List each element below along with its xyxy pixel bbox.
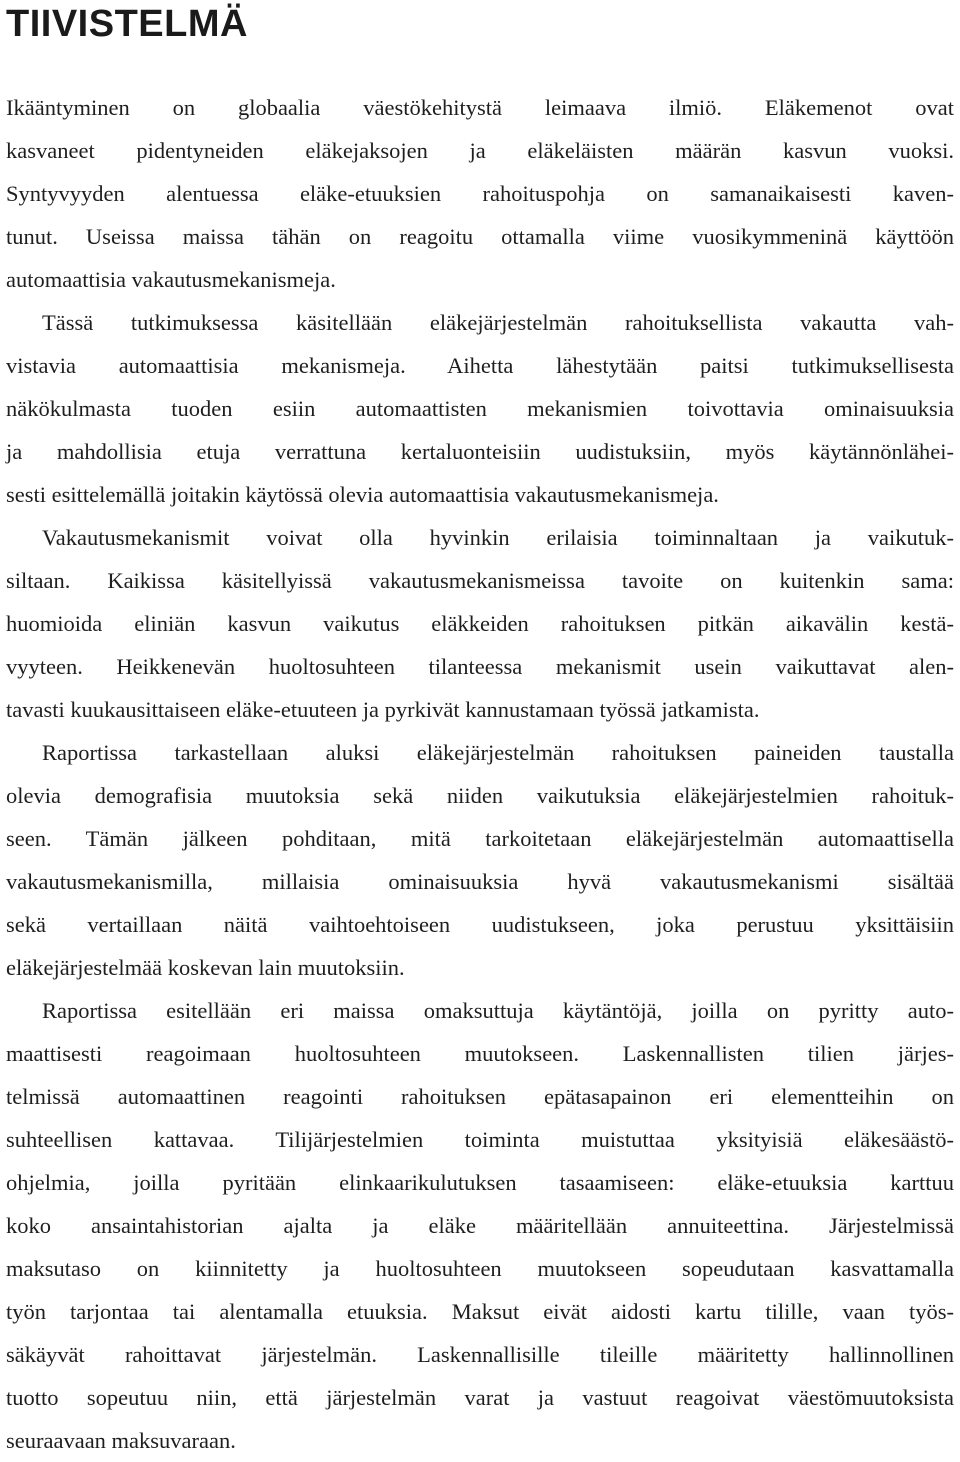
text-line: automaattisia vakautusmekanismeja. bbox=[6, 267, 336, 292]
text-line: kasvaneet pidentyneiden eläkejaksojen ja eläkeläisten määrän kasvun vuoksi. bbox=[6, 138, 954, 163]
text-line: seuraavaan maksuvaraan. bbox=[6, 1428, 236, 1453]
text-line: tavasti kuukausittaiseen eläke-etuuteen ja pyrkivät kannustamaan työssä jatkamista. bbox=[6, 697, 760, 722]
text-line: vistavia automaattisia mekanismeja. Aihetta lähestytään paitsi tutkimuksellisesta bbox=[6, 353, 954, 378]
text-line: olevia demografisia muutoksia sekä niiden vaikutuksia eläkejärjestelmien rahoituk- bbox=[6, 783, 954, 808]
page-title: TIIVISTELMÄ bbox=[6, 3, 248, 45]
text-line: sesti esittelemällä joitakin käytössä olevia automaattisia vakautusmekanismeja. bbox=[6, 482, 719, 507]
text-line: työn tarjontaa tai alentamalla etuuksia. Maksut eivät aidosti kartu tilille, vaan työs- bbox=[6, 1299, 954, 1324]
text-line: Syntyvyyden alentuessa eläke-etuuksien rahoituspohja on samanaikaisesti kaven- bbox=[6, 181, 954, 206]
text-line: Ikääntyminen on globaalia väestökehitystä leimaava ilmiö. Eläkemenot ovat bbox=[6, 95, 954, 120]
text-line: Tässä tutkimuksessa käsitellään eläkejärjestelmän rahoituksellista vakautta vah- bbox=[42, 310, 954, 335]
abstract-body bbox=[6, 86, 954, 1462]
text-line: ja mahdollisia etuja verrattuna kertaluonteisiin uudistuksiin, myös käytännönlähei- bbox=[6, 439, 954, 464]
text-line: vyyteen. Heikkenevän huoltosuhteen tilanteessa mekanismit usein vaikuttavat alen- bbox=[6, 654, 954, 679]
text-line: tuotto sopeutuu niin, että järjestelmän varat ja vastuut reagoivat väestömuutoksista bbox=[6, 1385, 954, 1410]
text-line: Raportissa tarkastellaan aluksi eläkejärjestelmän rahoituksen paineiden taustalla bbox=[42, 740, 954, 765]
text-line: telmissä automaattinen reagointi rahoituksen epätasapainon eri elementteihin on bbox=[6, 1084, 954, 1109]
text-line: ohjelmia, joilla pyritään elinkaarikulutuksen tasaamiseen: eläke-etuuksia karttuu bbox=[6, 1170, 954, 1195]
text-line: huomioida eliniän kasvun vaikutus eläkkeiden rahoituksen pitkän aikavälin kestä- bbox=[6, 611, 954, 636]
text-line: maksutaso on kiinnitetty ja huoltosuhteen muutokseen sopeudutaan kasvattamalla bbox=[6, 1256, 954, 1281]
text-line: vakautusmekanismilla, millaisia ominaisuuksia hyvä vakautusmekanismi sisältää bbox=[6, 869, 954, 894]
text-line: Raportissa esitellään eri maissa omaksuttuja käytäntöjä, joilla on pyritty auto- bbox=[42, 998, 954, 1023]
text-line: suhteellisen kattavaa. Tilijärjestelmien toiminta muistuttaa yksityisiä eläkesäästö- bbox=[6, 1127, 954, 1152]
text-line: tunut. Useissa maissa tähän on reagoitu ottamalla viime vuosikymmeninä käyttöön bbox=[6, 224, 954, 249]
text-line: seen. Tämän jälkeen pohditaan, mitä tarkoitetaan eläkejärjestelmän automaattisella bbox=[6, 826, 954, 851]
text-line: siltaan. Kaikissa käsitellyissä vakautusmekanismeissa tavoite on kuitenkin sama: bbox=[6, 568, 954, 593]
text-line: näkökulmasta tuoden esiin automaattisten mekanismien toivottavia ominaisuuksia bbox=[6, 396, 954, 421]
text-line: maattisesti reagoimaan huoltosuhteen muutokseen. Laskennallisten tilien järjes- bbox=[6, 1041, 954, 1066]
text-line: eläkejärjestelmää koskevan lain muutoksiin. bbox=[6, 955, 405, 980]
text-line: koko ansaintahistorian ajalta ja eläke määritellään annuiteettina. Järjestelmissä bbox=[6, 1213, 954, 1238]
text-line: Vakautusmekanismit voivat olla hyvinkin erilaisia toiminnaltaan ja vaikutuk- bbox=[42, 525, 954, 550]
text-line: sekä vertaillaan näitä vaihtoehtoiseen uudistukseen, joka perustuu yksittäisiin bbox=[6, 912, 954, 937]
text-line: säkäyvät rahoittavat järjestelmän. Laskennallisille tileille määritetty hallinnollinen bbox=[6, 1342, 954, 1367]
